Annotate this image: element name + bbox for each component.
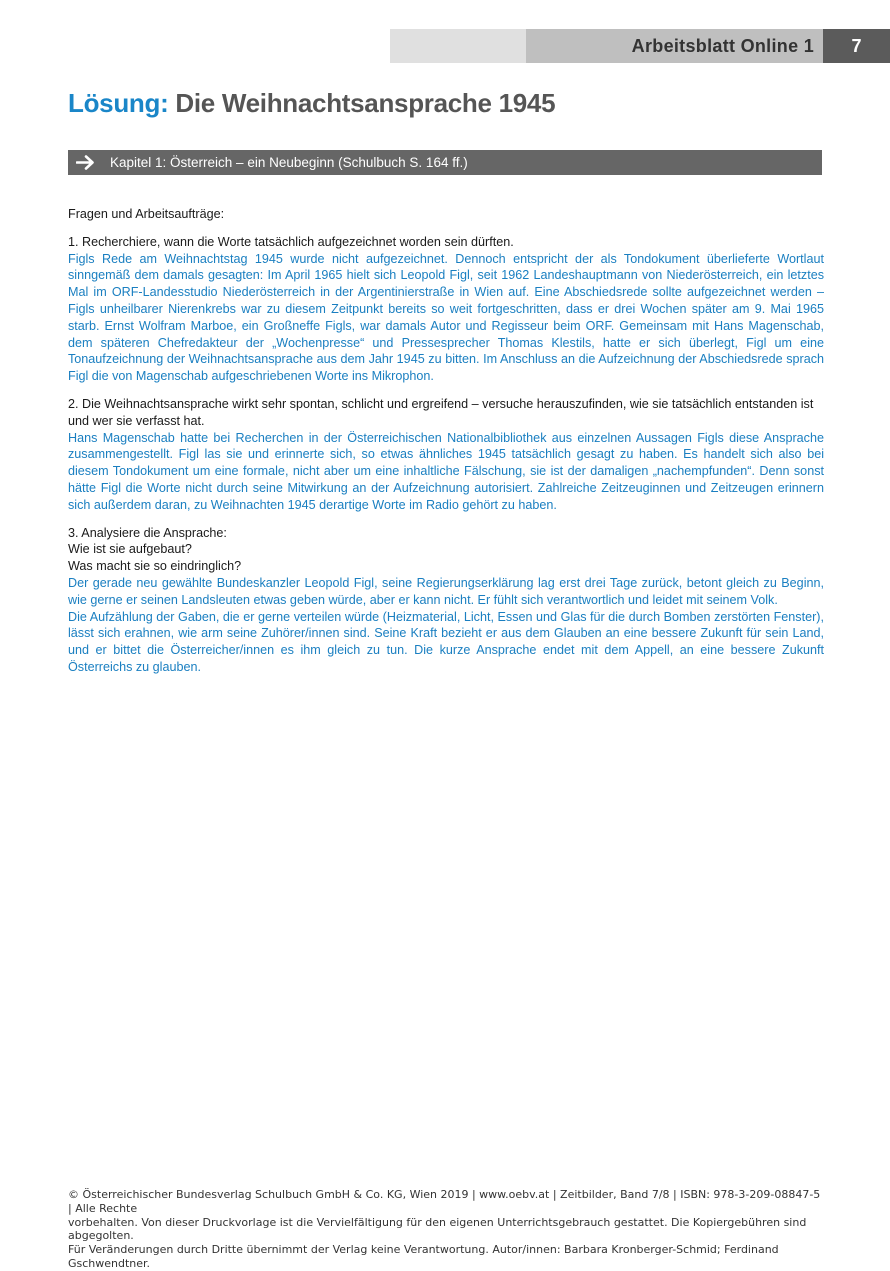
question-3: 3. Analysiere die Ansprache:: [68, 525, 227, 540]
question-1: 1. Recherchiere, wann die Worte tatsächlich aufgezeichnet worden sein dürften.: [68, 234, 514, 249]
footer-line-2: vorbehalten. Von dieser Druckvorlage ist die Vervielfältigung für den eigenen Unterrichtsgebrauch gestattet. Die Kopiergebühren sind abgegolten.: [68, 1215, 807, 1243]
worksheet-label: Arbeitsblatt Online 1: [631, 36, 814, 56]
answer-3-continued: Die Aufzählung der Gaben, die er gerne verteilen würde (Heizmaterial, Licht, Essen und Glas für die durch Bomben zerstörten Fenster), lässt sich erahnen, wie arm seine Zuhörer/innen sind. Seine Kraft bezieht er aus dem Glauben an eine bessere Zukunft für sein Land, und er bittet die Österreicher/innen es ihm gleich zu tun. Die kurze Ansprache endet mit dem Appell, an eine bessere Zukunft Österreichs zu glauben.: [68, 609, 824, 674]
question-3-sub-1: Wie ist sie aufgebaut?: [68, 542, 192, 557]
footer-line-1: © Österreichischer Bundesverlag Schulbuch GmbH & Co. KG, Wien 2019 | www.oebv.at | Zeitbilder, Band 7/8 | ISBN: 978-3-209-08847-5 | Alle Rechte: [68, 1188, 821, 1215]
worksheet-content: [68, 206, 824, 676]
answer-2: Hans Magenschab hatte bei Recherchen in der Österreichischen Nationalbibliothek aus einzelnen Aussagen Figls diese Ansprache zusammengestellt. Figl las sie und erinnerte sich, so etwas ähnliches 1945 tatsächlich gesagt zu haben. Es handelt sich also bei diesem Tondokument um eine formale, nicht aber um eine inhaltliche Fälschung, sie ist der damaligen „nachempfunden“. Denn sonst hätte Figl die Worte nicht durch seine Mitwirkung an der Aufzeichnung autorisiert. Zahlreiche Zeitzeuginnen und Zeitzeugen erinnern sich außerdem daran, zu Weihnachten 1945 derartige Worte im Radio gehört zu haben.: [68, 430, 824, 512]
arrow-right-icon: [76, 154, 96, 171]
title-accent: Lösung:: [68, 88, 169, 118]
title-text: Die Weihnachtsansprache 1945: [175, 88, 556, 118]
answer-1: Figls Rede am Weihnachtstag 1945 wurde nicht aufgezeichnet. Dennoch entspricht der als Tondokument überlieferte Wortlaut sinngemäß dem damals gesagten: Im April 1965 hielt sich Leopold Figl, seit 1962 Landeshauptmann von Niederösterreich, ein letztes Mal im ORF-Landesstudio Niederösterreich in der Argentinierstraße in Wien auf. Eine Abschiedsrede sollte aufgezeichnet werden – Figls unheilbarer Nierenkrebs war zu diesem Zeitpunkt bereits so weit fortgeschritten, dass er drei Wochen später am 9. Mai 1965 starb. Ernst Wolfram Marboe, ein Großneffe Figls, war damals Autor und Regisseur beim ORF. Gemeinsam mit Hans Magenschab, dem späteren Chefredakteur der „Wochenpresse“ und Pressesprecher Thomas Klestils, hatte er sich überlegt, Figl um eine Tonaufzeichnung der Weihnachtsansprache aus dem Jahr 1945 zu bitten. Im Anschluss an die Aufzeichnung der Abschiedsrede sprach Figl die von Magenschab aufgeschriebenen Worte ins Mikrophon.: [68, 251, 824, 384]
answer-3: Der gerade neu gewählte Bundeskanzler Leopold Figl, seine Regierungserklärung lag erst drei Tage zurück, betont gleich zu Beginn, wie gerne er seinen Landsleuten etwas geben würde, aber er kann nicht. Er fühlt sich verantwortlich und leidet mit seinem Volk.: [68, 575, 824, 607]
chapter-label: Kapitel 1: Österreich – ein Neubeginn (Schulbuch S. 164 ff.): [110, 155, 468, 170]
header-band-light: [390, 29, 526, 63]
question-2: 2. Die Weihnachtsansprache wirkt sehr spontan, schlicht und ergreifend – versuche herauszufinden, wie sie tatsächlich entstanden ist und wer sie verfasst hat.: [68, 396, 814, 428]
copyright-footer: [68, 1188, 824, 1271]
page-number: 7: [823, 29, 890, 63]
page-title: [68, 88, 555, 119]
chapter-bar: [68, 150, 822, 175]
footer-line-3: Für Veränderungen durch Dritte übernimmt der Verlag keine Verantwortung. Autor/innen: Barbara Kronberger-Schmid; Ferdinand Gschwendtner.: [68, 1243, 779, 1270]
question-3-sub-2: Was macht sie so eindringlich?: [68, 559, 242, 574]
intro-text: Fragen und Arbeitsaufträge:: [68, 207, 225, 221]
